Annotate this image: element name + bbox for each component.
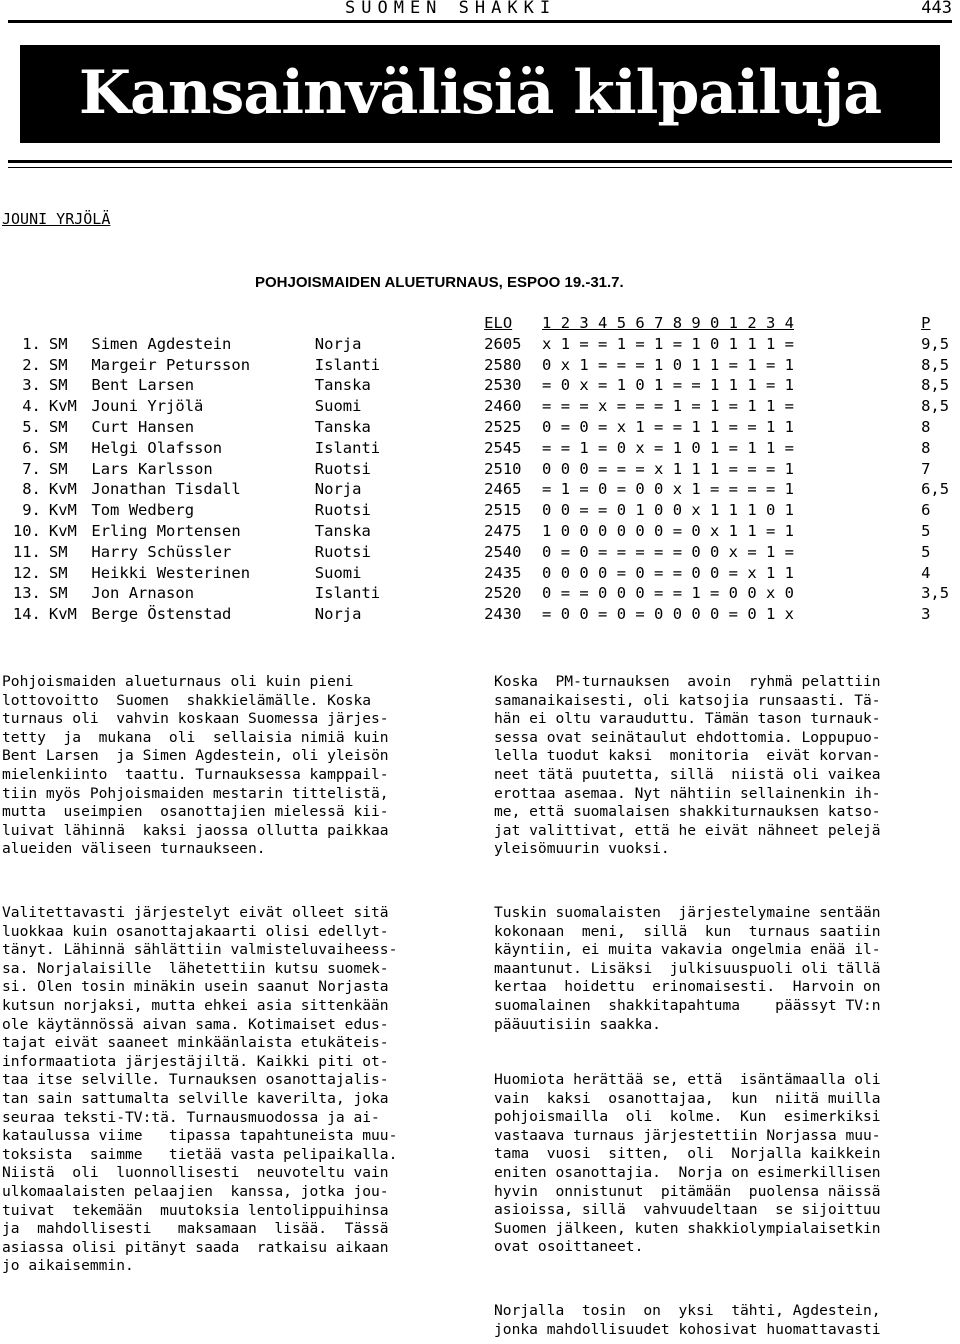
elo-cell: 2465 (484, 480, 522, 499)
rank-cell: 9. (22, 501, 41, 520)
title-cell: SM (48, 376, 68, 395)
title-cell: SM (48, 563, 68, 582)
header-rule (8, 20, 952, 23)
player-name-cell: Margeir Petursson (91, 355, 251, 374)
right-paragraph-3: Huomiota herättää se, että isäntämaalla oli vain kaksi osanottajaa, kun niitä muilla pohjoismailla oli kolme. Kun esimerkiksi vastaava turnaus järjestettiin Norjassa muu- tama vuosi sitten, oli Norjalla kaikkein eniten osanottajia. Norja on esimerkillisen hyvin onnistunut pitämään puolensa näissä asioissa, sillä vahvuudeltaan se sijoittuu Suomen jälkeen, kuten shakkiolympialaisetkin ovat osoittaneet. (494, 1071, 881, 1256)
federation-cell: Tanska (314, 521, 371, 540)
player-name-cell: Simen Agdestein (91, 334, 232, 353)
results-cell: 0 = 0 = x 1 = = 1 1 = = 1 1 (542, 417, 795, 436)
points-header: P (921, 314, 931, 332)
results-cell: = 0 x = 1 0 1 = = 1 1 1 = 1 (542, 376, 795, 395)
federation-cell: Ruotsi (314, 459, 371, 478)
federation-cell: Norja (314, 605, 362, 624)
results-cell: 0 x 1 = = = 1 0 1 1 = 1 = 1 (542, 355, 795, 374)
title-cell: KvM (48, 480, 77, 499)
rank-cell: 11. (12, 542, 41, 561)
federation-cell: Ruotsi (314, 501, 371, 520)
points-cell: 3,5 (921, 584, 950, 603)
results-cell: 0 = = 0 0 0 = = 1 = 0 0 x 0 (542, 584, 795, 603)
elo-cell: 2460 (484, 397, 522, 416)
title-cell: KvM (48, 521, 77, 540)
points-cell: 8 (921, 417, 931, 436)
rank-cell: 2. (22, 355, 41, 374)
elo-cell: 2430 (484, 605, 522, 624)
federation-cell: Islanti (314, 355, 381, 374)
results-cell: 1 0 0 0 0 0 0 = 0 x 1 1 = 1 (542, 521, 795, 540)
table-row (2, 604, 960, 625)
player-name-cell: Bent Larsen (91, 376, 195, 395)
elo-cell: 2545 (484, 438, 522, 457)
table-row (2, 500, 960, 521)
right-paragraph-2: Tuskin suomalaisten järjestelymaine sentään kokonaan meni, sillä kun turnaus saatiin käyntiin, ei muita vakavia ongelmia enää il- maantunut. Lisäksi julkisuuspuoli oli tällä kertaa hoidettu erinomaisesti. Harvoin on suomalainen shakkitapahtuma päässyt TV:n pääuutisiin saakka. (494, 904, 881, 1033)
title-cell: SM (48, 438, 68, 457)
points-cell: 6 (921, 501, 931, 520)
elo-cell: 2580 (484, 355, 522, 374)
title-cell: SM (48, 584, 68, 603)
points-cell: 5 (921, 521, 931, 540)
author-byline: JOUNI YRJÖLÄ (2, 210, 111, 228)
tournament-heading: POHJOISMAIDEN ALUETURNAUS, ESPOO 19.-31.7. (255, 274, 624, 291)
page-number: 443 (921, 0, 952, 18)
table-row (2, 542, 960, 563)
table-row (2, 459, 960, 480)
title-cell: KvM (48, 605, 77, 624)
rank-cell: 8. (22, 480, 41, 499)
player-name-cell: Helgi Olafsson (91, 438, 223, 457)
elo-cell: 2540 (484, 542, 522, 561)
points-cell: 8,5 (921, 397, 950, 416)
player-name-cell: Harry Schüssler (91, 542, 232, 561)
rank-cell: 1. (22, 334, 41, 353)
table-row (2, 479, 960, 500)
elo-cell: 2515 (484, 501, 522, 520)
rank-cell: 5. (22, 417, 41, 436)
table-row (2, 375, 960, 396)
title-cell: SM (48, 355, 68, 374)
crosstable (2, 313, 960, 625)
elo-cell: 2525 (484, 417, 522, 436)
table-row (2, 521, 960, 542)
title-cell: KvM (48, 501, 77, 520)
points-cell: 7 (921, 459, 931, 478)
rank-cell: 13. (12, 584, 41, 603)
elo-cell: 2530 (484, 376, 522, 395)
federation-cell: Islanti (314, 584, 381, 603)
federation-cell: Ruotsi (314, 542, 371, 561)
points-cell: 8 (921, 438, 931, 457)
table-row (2, 583, 960, 604)
elo-cell: 2510 (484, 459, 522, 478)
results-cell: = = = x = = = 1 = 1 = 1 1 = (542, 397, 795, 416)
player-name-cell: Berge Östenstad (91, 605, 232, 624)
running-title: SUOMEN SHAKKI (345, 0, 557, 18)
points-cell: 8,5 (921, 355, 950, 374)
table-row (2, 355, 960, 376)
table-row (2, 396, 960, 417)
results-cell: 0 0 0 0 = 0 = = 0 0 = x 1 1 (542, 563, 795, 582)
results-cell: = = 1 = 0 x = 1 0 1 = 1 1 = (542, 438, 795, 457)
federation-cell: Suomi (314, 563, 362, 582)
crosstable-header (2, 313, 960, 334)
results-cell: = 1 = 0 = 0 0 x 1 = = = = 1 (542, 480, 795, 499)
rank-cell: 14. (12, 605, 41, 624)
left-paragraph-1: Pohjoismaiden alueturnaus oli kuin pieni lottovoitto Suomen shakkielämälle. Koska turnaus oli vahvin koskaan Suomessa järjes- tetty ja mukana oli sellaisia nimiä kuin Bent Larsen ja Simen Agdestein, oli yleisön mielenkiinto taattu. Turnauksessa kamppail- tiin myös Pohjoismaiden mestarin tittelistä, mutta useimpien osanottajien mielessä kii- luivat lähinnä kaksi jaossa ollutta paikkaa alueiden väliseen turnaukseen. (2, 673, 389, 858)
federation-cell: Norja (314, 480, 362, 499)
left-paragraph-2: Valitettavasti järjestelyt eivät olleet sitä luokkaa kuin osanottajakaarti olisi edellyt- tänyt. Lähinnä sählättiin valmisteluvaiheess- sa. Norjalaisille lähetettiin kutsu suomek- si. Olen tosin minäkin usein saanut Norjasta kutsun norjaksi, mutta ehkei asia sittenkään ole käytännössä aivan sama. Kotimaiset edus- tajat eivät saaneet minkäänlaista etukäteis- informaatiota järjestäjiltä. Kaikki piti ot- taa itse selville. Turnauksen osanottajalis- tan sain sattumalta selville kaverilta, joka seuraa teksti-TV:tä. Turnausmuodossa ja ai- kataulussa viime tipassa tapahtuneista muu- toksista saimme tietää vasta pelipaikalla. Niistä oli luonnollisesti neuvoteltu vain ulkomaalaisten pelaajien kanssa, jotka jou- tuivat tekemään muutoksia lentolippuihinsa ja mahdollisesti maksamaan lisää. Tässä asiassa olisi pitänyt saada ratkaisu aikaan jo aikaisemmin. (2, 904, 398, 1275)
rank-cell: 3. (22, 376, 41, 395)
federation-cell: Suomi (314, 397, 362, 416)
rank-cell: 7. (22, 459, 41, 478)
title-cell: SM (48, 459, 68, 478)
points-cell: 3 (921, 605, 931, 624)
federation-cell: Tanska (314, 417, 371, 436)
title-rule-thin (8, 167, 952, 168)
points-cell: 8,5 (921, 376, 950, 395)
rank-cell: 10. (12, 521, 41, 540)
results-cell: = 0 0 = 0 = 0 0 0 0 = 0 1 x (542, 605, 795, 624)
title-cell: SM (48, 542, 68, 561)
rank-cell: 12. (12, 563, 41, 582)
right-paragraph-4: Norjalla tosin on yksi tähti, Agdestein, jonka mahdollisuudet kohosivat huomattavasti (494, 1302, 881, 1338)
elo-cell: 2435 (484, 563, 522, 582)
title-banner (20, 45, 940, 143)
elo-header: ELO (484, 314, 513, 332)
title-cell: SM (48, 334, 68, 353)
federation-cell: Tanska (314, 376, 371, 395)
elo-cell: 2520 (484, 584, 522, 603)
results-cell: 0 0 = = 0 1 0 0 x 1 1 1 0 1 (542, 501, 795, 520)
table-row (2, 417, 960, 438)
player-name-cell: Jouni Yrjölä (91, 397, 204, 416)
points-cell: 6,5 (921, 480, 950, 499)
results-cell: 0 = 0 = = = = = 0 0 x = 1 = (542, 542, 795, 561)
player-name-cell: Erling Mortensen (91, 521, 241, 540)
rank-cell: 4. (22, 397, 41, 416)
elo-cell: 2475 (484, 521, 522, 540)
player-name-cell: Curt Hansen (91, 417, 195, 436)
rank-cell: 6. (22, 438, 41, 457)
federation-cell: Islanti (314, 438, 381, 457)
table-row (2, 563, 960, 584)
rounds-header: 1 2 3 4 5 6 7 8 9 0 1 2 3 4 (542, 314, 795, 332)
right-paragraph-1: Koska PM-turnauksen avoin ryhmä pelattiin samanaikaisesti, oli katsojia runsaasti. Tä- hän ei oltu varauduttu. Tämän tason turnauk- sessa ovat seinätaulut ehdottomia. Loppupuo- lella tuodut kaksi monitoria eivät korvan- neet tätä puutetta, sillä niistä oli vaikea erottaa asemaa. Nyt nähtiin sellainenkin ih- me, että suomalaisen shakkiturnauksen katso- jat valittivat, että he eivät nähneet pelejä yleisömuurin vuoksi. (494, 673, 881, 858)
results-cell: x 1 = = 1 = 1 = 1 0 1 1 1 = (542, 334, 795, 353)
player-name-cell: Lars Karlsson (91, 459, 213, 478)
title-rule-thick (8, 160, 952, 163)
federation-cell: Norja (314, 334, 362, 353)
title-cell: KvM (48, 397, 77, 416)
title-cell: SM (48, 417, 68, 436)
player-name-cell: Jon Arnason (91, 584, 195, 603)
running-header (345, 0, 960, 16)
table-row (2, 334, 960, 355)
player-name-cell: Heikki Westerinen (91, 563, 251, 582)
elo-cell: 2605 (484, 334, 522, 353)
player-name-cell: Jonathan Tisdall (91, 480, 241, 499)
points-cell: 9,5 (921, 334, 950, 353)
results-cell: 0 0 0 = = = x 1 1 1 = = = 1 (542, 459, 795, 478)
points-cell: 4 (921, 563, 931, 582)
points-cell: 5 (921, 542, 931, 561)
page-title: Kansainvälisiä kilpailuja (78, 58, 882, 128)
table-row (2, 438, 960, 459)
player-name-cell: Tom Wedberg (91, 501, 195, 520)
